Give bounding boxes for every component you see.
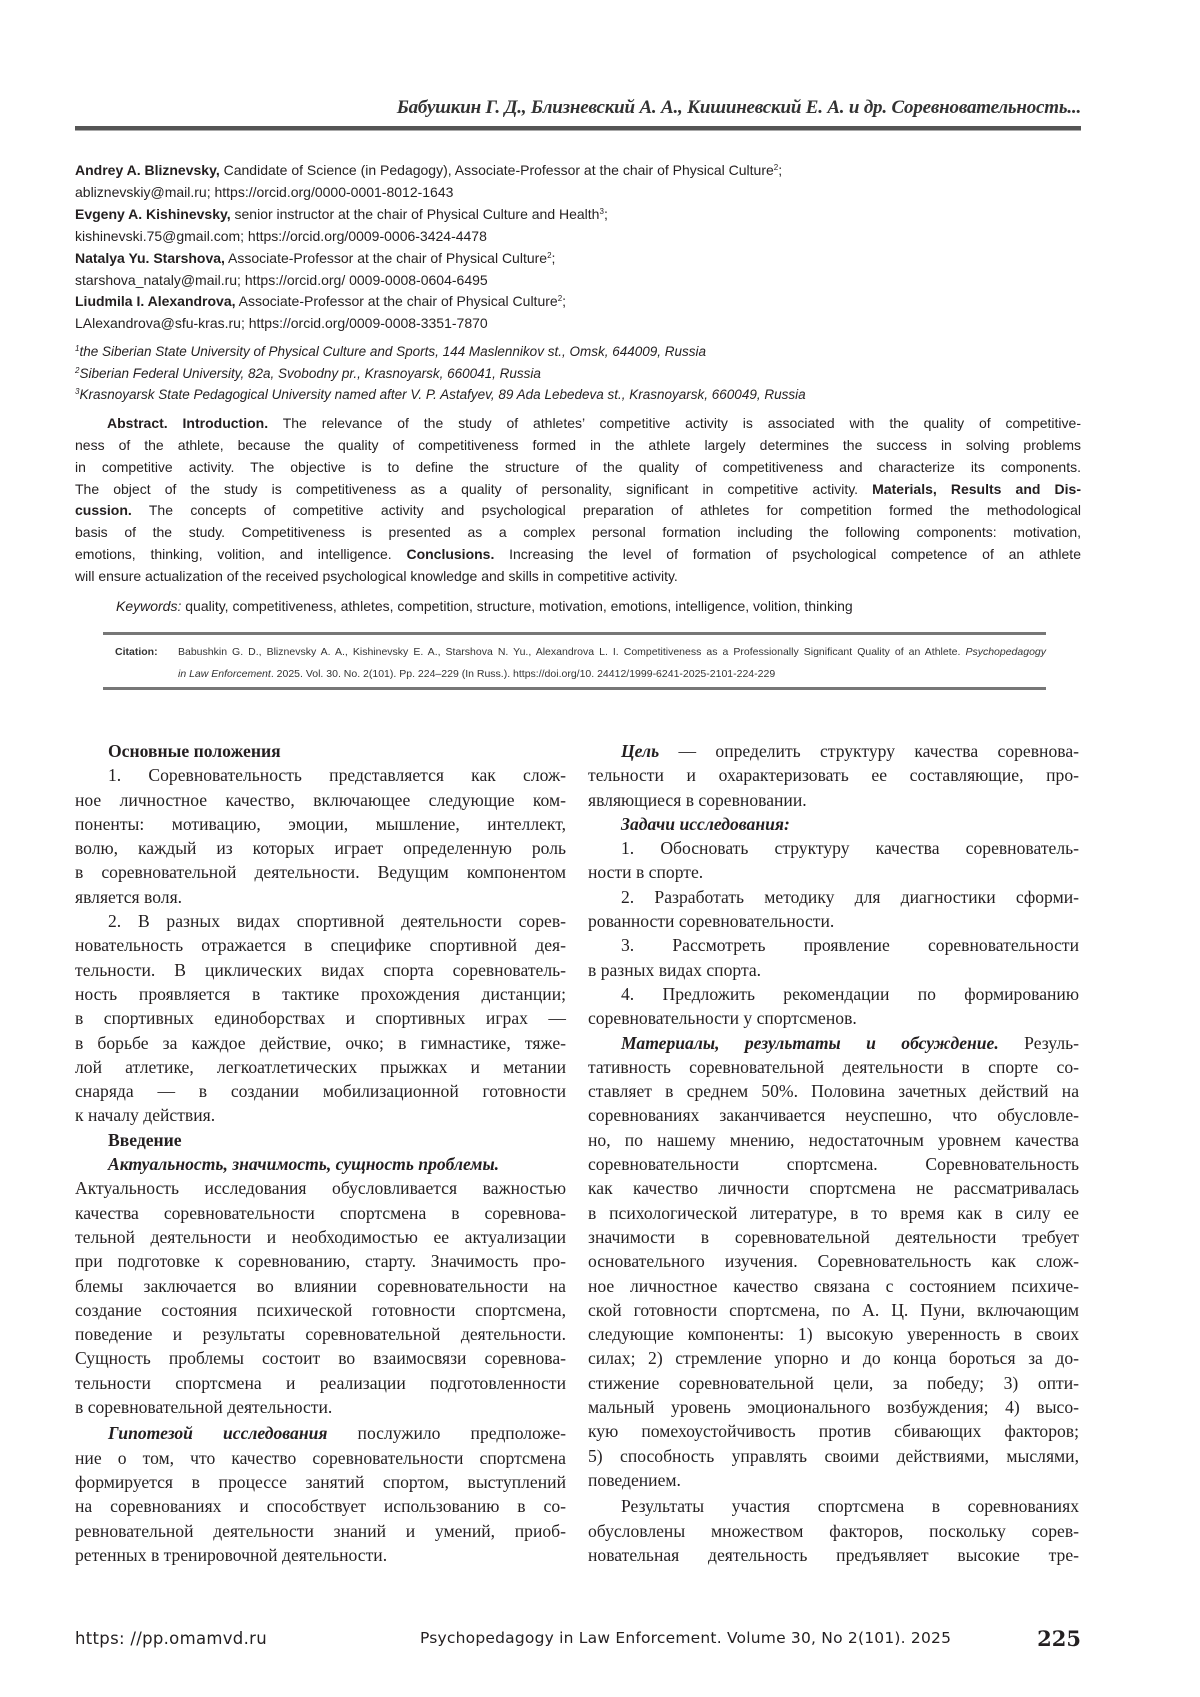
text-line: ности в спорте.	[588, 860, 1079, 884]
text-line: соревнованиях заканчивается неуспешно, что обусловле-	[588, 1103, 1079, 1127]
text-line: формируется в процессе занятий спортом, выступлений	[75, 1470, 566, 1494]
author-name: Evgeny A. Kishinevsky,	[75, 206, 231, 222]
paragraph	[75, 909, 566, 1128]
citation-journal-cont: in Law Enforcement	[178, 668, 271, 680]
text-line: мальный уровень эмоционального возбуждения; 4) высо-	[588, 1395, 1079, 1419]
text-line	[75, 435, 1081, 457]
citation-rule-top	[103, 632, 1046, 635]
text-line: тельности и охарактеризовать ее составляющие, про-	[588, 763, 1079, 787]
punctuation: ;	[562, 293, 566, 309]
author-line	[75, 160, 1085, 182]
emphasis-text: Основные положения	[108, 741, 281, 761]
keywords-label: Keywords:	[116, 598, 181, 614]
abstract	[75, 413, 1081, 588]
paragraph	[75, 763, 566, 909]
affiliation-text: Krasnoyarsk State Pedagogical University named after V. P. Astafyev, 89 Ada Lebedeva st., Krasnoyarsk, 660049, Russia	[79, 387, 805, 402]
author-position: Associate-Professor at the chair of Physical Culture	[236, 293, 558, 309]
emphasis-text: Введение	[108, 1130, 182, 1150]
author-name: Andrey A. Bliznevsky,	[75, 162, 220, 178]
author-line	[75, 248, 1085, 270]
author-position: senior instructor at the chair of Physical Culture and Health	[231, 206, 600, 222]
text-line: но, по нашему мнению, недостаточным уровнем качества	[588, 1128, 1079, 1152]
text-line: новательность отражается в специфике спортивной дея-	[75, 933, 566, 957]
text-line: ное личностное качество связана с состоянием психиче-	[588, 1274, 1079, 1298]
paragraph	[588, 739, 1079, 812]
text-line: поведение и результаты соревновательной деятельности.	[75, 1322, 566, 1346]
paragraph	[588, 885, 1079, 934]
text-line: ное личностное качество, включающее следующие ком-	[75, 788, 566, 812]
author-position: Associate-Professor at the chair of Physical Culture	[225, 250, 547, 266]
text-line: качества соревновательности спортсмена в соревнова-	[75, 1201, 566, 1225]
text-line: основательного изучения. Соревновательность как слож-	[588, 1249, 1079, 1273]
text-line: тативность соревновательной деятельности в спорте со-	[588, 1055, 1079, 1079]
text-line	[75, 457, 1081, 479]
paragraph	[588, 812, 1079, 836]
emphasis-text: Задачи исследования:	[621, 814, 790, 834]
text-line: в соревновательной деятельности.	[75, 1395, 566, 1419]
citation-label: Citation:	[115, 642, 158, 664]
text-line: к началу действия.	[75, 1103, 566, 1127]
text-run: emotions, thinking, volition, and intelligence.	[75, 546, 406, 562]
text-line: в психологической литературе, в то время как в силу ее	[588, 1201, 1079, 1225]
citation-details[interactable]: . 2025. Vol. 30. No. 2(101). Pp. 224–229 (In Russ.). https://doi.org/10. 24412/1999-6241-2025-2101-224-229	[271, 668, 775, 680]
text-run: in competitive activity. The objective is to define the structure of the quality of competitiveness and characterize its components.	[75, 459, 1081, 475]
paragraph	[588, 982, 1079, 1031]
affiliation-marker: 3	[75, 387, 79, 396]
affiliation-marker: 3	[599, 207, 603, 216]
text-line: поведением.	[588, 1468, 1079, 1492]
text-line	[75, 522, 1081, 544]
punctuation: ;	[552, 250, 556, 266]
paragraph	[588, 1494, 1079, 1567]
text-run: послужило предположе-	[327, 1423, 566, 1443]
text-line: при подготовке к соревнованию, старту. Значимость про-	[75, 1249, 566, 1273]
punctuation: ;	[778, 162, 782, 178]
text-line: на соревнованиях и способствует использованию в со-	[75, 1494, 566, 1518]
citation-journal: Psychopedagogy	[965, 646, 1046, 658]
text-line: 2. Разработать методику для диагностики сформи-	[588, 885, 1079, 909]
affiliation-marker: 2	[75, 366, 79, 375]
text-line: значимости в соревновательной деятельности требует	[588, 1225, 1079, 1249]
text-line: ность проявляется в тактике прохождения дистанции;	[75, 982, 566, 1006]
text-line	[75, 1128, 566, 1152]
footer-url-link[interactable]: https: //pp.omamvd.ru	[75, 1629, 267, 1648]
paragraph	[75, 1152, 566, 1419]
author-contact[interactable]: LAlexandrova@sfu-kras.ru; https://orcid.org/0009-0008-3351-7870	[75, 313, 1085, 335]
text-line: силах; 2) стремление упорно и до конца бороться за до-	[588, 1346, 1079, 1370]
text-line: блемы заключается во влиянии соревновательности на	[75, 1274, 566, 1298]
paragraph	[75, 1128, 566, 1152]
text-line	[75, 544, 1081, 566]
page-number: 225	[1037, 1626, 1081, 1651]
text-line	[75, 500, 1081, 522]
text-line: соревновательности спортсмена. Соревновательность	[588, 1152, 1079, 1176]
text-run: basis of the study. Competitiveness is presented as a complex personal formation including the following components: motivation,	[75, 524, 1081, 540]
text-line: ской готовности спортсмена, по А. Ц. Пуни, включающим	[588, 1298, 1079, 1322]
text-line: в разных видах спорта.	[588, 958, 1079, 982]
citation-text: Babushkin G. D., Bliznevsky A. A., Kishinevsky E. A., Starshova N. Yu., Alexandrova L. I. Competitiveness as a Professionally Significant Quality of an Athlete.	[178, 646, 965, 658]
affiliation-marker: 1	[75, 344, 79, 353]
text-line	[75, 1152, 566, 1176]
text-run: ness of the athlete, because the quality of competitiveness formed in the athlete largely determines the success in solving problems	[75, 437, 1081, 453]
text-line: в соревновательной деятельности. Ведущим компонентом	[75, 860, 566, 884]
emphasis-text: Материалы, результаты и обсуждение.	[621, 1033, 999, 1053]
emphasis-text: Цель	[621, 741, 659, 761]
paragraph	[588, 1031, 1079, 1493]
body-column-left	[75, 739, 566, 1567]
text-line	[588, 812, 1079, 836]
text-line: тельной деятельности и необходимостью ее актуализации	[75, 1225, 566, 1249]
text-run: — определить структуру качества соревнова-	[659, 741, 1079, 761]
citation-rule-bottom	[103, 687, 1046, 690]
text-run: Резуль-	[999, 1033, 1079, 1053]
emphasis-text: Abstract. Introduction.	[107, 415, 268, 431]
text-line: следующие компоненты: 1) высокую уверенность в своих	[588, 1322, 1079, 1346]
text-line: в борьбе за каждое действие, очко; в гимнастике, тяже-	[75, 1031, 566, 1055]
text-line: снаряда — в создании мобилизационной готовности	[75, 1079, 566, 1103]
body-column-right	[588, 739, 1079, 1567]
author-position: Candidate of Science (in Pedagogy), Associate-Professor at the chair of Physical Culture	[220, 162, 774, 178]
emphasis-text: Гипотезой исследования	[108, 1423, 327, 1443]
paragraph	[588, 836, 1079, 885]
affiliation-text: the Siberian State University of Physical Culture and Sports, 144 Maslennikov st., Omsk, 644009, Russia	[79, 344, 706, 359]
affiliation-item	[75, 341, 1085, 363]
author-contact[interactable]: starshova_nataly@mail.ru; https://orcid.org/ 0009-0008-0604-6495	[75, 270, 1085, 292]
footer-journal: Psychopedagogy in Law Enforcement. Volume 30, No 2(101). 2025	[420, 1629, 951, 1647]
text-line: новательная деятельность предъявляет высокие тре-	[588, 1543, 1079, 1567]
keywords-text: quality, competitiveness, athletes, competition, structure, motivation, emotions, intelligence, volition, thinking	[181, 598, 852, 614]
author-contact[interactable]: kishinevski.75@gmail.com; https://orcid.org/0009-0006-3424-4478	[75, 226, 1085, 248]
running-head: Бабушкин Г. Д., Близневский А. А., Кишиневский Е. А. и др. Соревновательность...	[75, 97, 1081, 119]
text-run: The object of the study is competitiveness as a quality of personality, significant in competitive activity.	[75, 481, 872, 497]
author-list	[75, 160, 1085, 335]
text-line: лой атлетике, легкоатлетических прыжках и метании	[75, 1055, 566, 1079]
affiliation-list	[75, 341, 1085, 406]
keywords	[116, 598, 1076, 614]
text-line: тельности. В циклических видах спорта соревнователь-	[75, 958, 566, 982]
text-run: The concepts of competitive activity and psychological preparation of athletes for competition formed the methodological	[132, 502, 1081, 518]
emphasis-text: Актуальность, значимость, сущность проблемы.	[108, 1154, 499, 1174]
text-run: Increasing the level of formation of psychological competence of an athlete	[494, 546, 1081, 562]
text-line: ревновательной деятельности знаний и умений, приоб-	[75, 1519, 566, 1543]
text-line: Результаты участия спортсмена в соревнованиях	[588, 1494, 1079, 1518]
affiliation-marker: 2	[774, 163, 778, 172]
text-run: will ensure actualization of the received psychological knowledge and skills in competitive activity.	[75, 568, 678, 584]
author-name: Liudmila I. Alexandrova,	[75, 293, 236, 309]
paragraph	[588, 933, 1079, 982]
affiliation-text: Siberian Federal University, 82a, Svobodny pr., Krasnoyarsk, 660041, Russia	[79, 366, 541, 381]
text-line	[588, 739, 1079, 763]
author-line	[75, 204, 1085, 226]
text-line: волю, каждый из которых играет определенную роль	[75, 836, 566, 860]
text-line: стижение соревновательной цели, за победу; 3) опти-	[588, 1371, 1079, 1395]
text-line: является воля.	[75, 885, 566, 909]
text-line	[75, 413, 1081, 435]
paragraph	[75, 739, 566, 763]
text-line	[75, 1421, 566, 1445]
text-line: Сущность проблемы состоит во взаимосвязи соревнова-	[75, 1346, 566, 1370]
text-line: ретенных в тренировочной деятельности.	[75, 1543, 566, 1567]
author-line	[75, 291, 1085, 313]
text-line: 1. Обосновать структуру качества соревнователь-	[588, 836, 1079, 860]
text-line	[75, 566, 1081, 588]
text-line: как качество личности спортсмена не рассматривалась	[588, 1176, 1079, 1200]
paragraph	[75, 1421, 566, 1567]
page-footer	[75, 1629, 1081, 1655]
text-line: в спортивных единоборствах и спортивных играх —	[75, 1006, 566, 1030]
emphasis-text: cussion.	[75, 502, 132, 518]
text-line: Актуальность исследования обусловливается важностью	[75, 1176, 566, 1200]
text-line: 4. Предложить рекомендации по формированию	[588, 982, 1079, 1006]
text-line: соревновательности у спортсменов.	[588, 1006, 1079, 1030]
affiliation-marker: 2	[547, 251, 551, 260]
emphasis-text: Conclusions.	[406, 546, 494, 562]
punctuation: ;	[604, 206, 608, 222]
text-line: 2. В разных видах спортивной деятельности сорев-	[75, 909, 566, 933]
text-line	[75, 739, 566, 763]
text-line: рованности соревновательности.	[588, 909, 1079, 933]
author-contact[interactable]: abliznevskiy@mail.ru; https://orcid.org/0000-0001-8012-1643	[75, 182, 1085, 204]
affiliation-marker: 2	[558, 294, 562, 303]
text-line: тельности спортсмена и реализации подготовленности	[75, 1371, 566, 1395]
text-line	[75, 479, 1081, 501]
text-line: кую помехоустойчивость против сбивающих факторов;	[588, 1419, 1079, 1443]
text-line: являющиеся в соревновании.	[588, 788, 1079, 812]
author-name: Natalya Yu. Starshova,	[75, 250, 225, 266]
text-line: 1. Соревновательность представляется как слож-	[75, 763, 566, 787]
text-line	[588, 1031, 1079, 1055]
text-line: обусловлены множеством факторов, поскольку сорев-	[588, 1519, 1079, 1543]
text-line: поненты: мотивацию, эмоции, мышление, интеллект,	[75, 812, 566, 836]
text-line: создание состояния психической готовности спортсмена,	[75, 1298, 566, 1322]
text-line: ставляет в среднем 50%. Половина зачетных действий на	[588, 1079, 1079, 1103]
emphasis-text: Materials, Results and Dis-	[872, 481, 1081, 497]
text-run: The relevance of the study of athletes’ competitive activity is associated with the quality of competitive-	[268, 415, 1081, 431]
text-line: 3. Рассмотреть проявление соревновательности	[588, 933, 1079, 957]
affiliation-item	[75, 384, 1085, 406]
header-rule	[75, 126, 1081, 131]
affiliation-item	[75, 363, 1085, 385]
text-line: ние о том, что качество соревновательности спортсмена	[75, 1446, 566, 1470]
text-line: 5) способность управлять своими действиями, мыслями,	[588, 1444, 1079, 1468]
